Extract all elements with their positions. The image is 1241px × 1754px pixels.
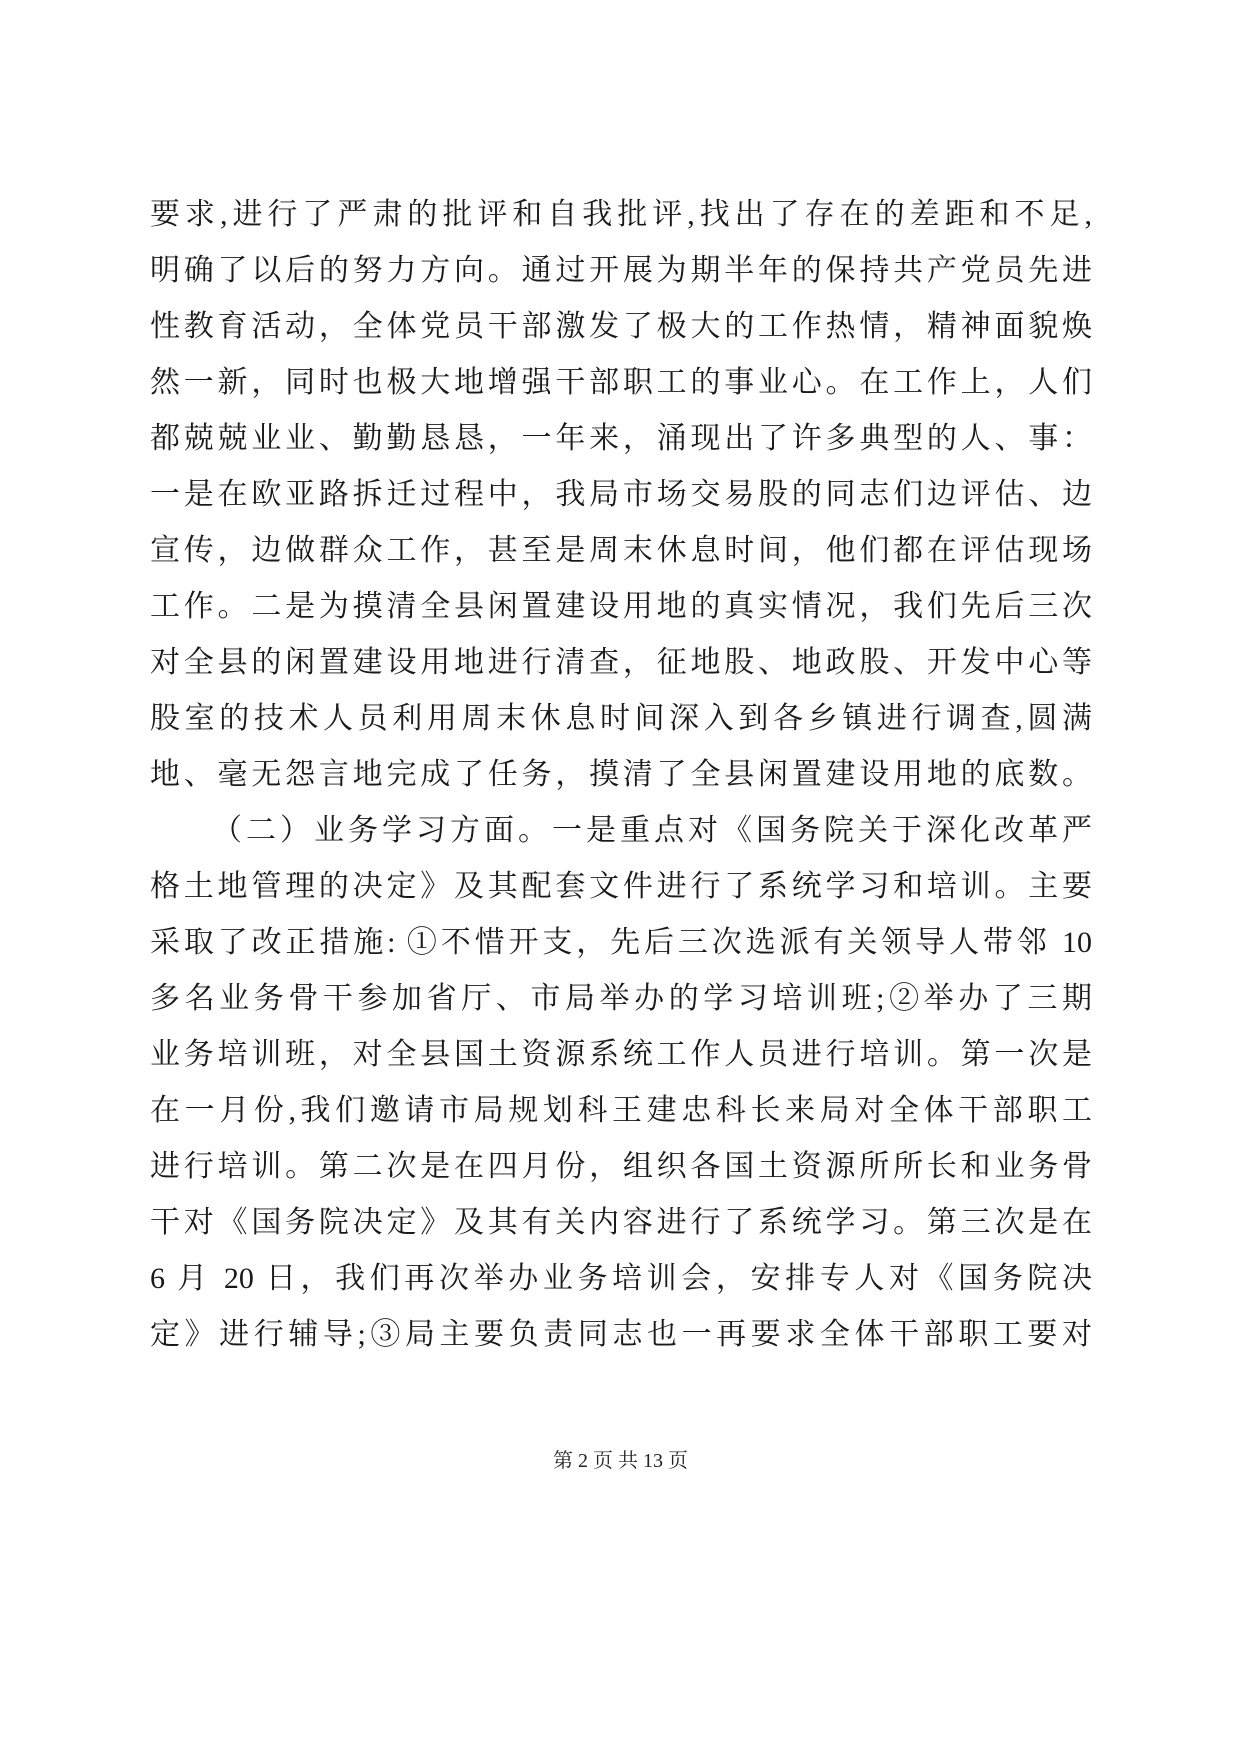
text-line: 要求,进行了严肃的批评和自我批评,找出了存在的差距和不足, — [150, 198, 1092, 231]
text-line: 地、毫无怨言地完成了任务，摸清了全县闲置建设用地的底数。 — [150, 758, 1092, 791]
text-line: 定》进行辅导;③局主要负责同志也一再要求全体干部职工要对 — [150, 1318, 1092, 1351]
paragraph-1 — [150, 187, 1092, 803]
text-line: 宣传，边做群众工作，甚至是周末休息时间，他们都在评估现场 — [150, 534, 1092, 567]
text-line: 干对《国务院决定》及其有关内容进行了系统学习。第三次是在 — [150, 1206, 1092, 1239]
text-line: 一是在欧亚路拆迁过程中，我局市场交易股的同志们边评估、边 — [150, 478, 1092, 511]
text-line: 然一新，同时也极大地增强干部职工的事业心。在工作上，人们 — [150, 366, 1092, 399]
text-line: 格土地管理的决定》及其配套文件进行了系统学习和培训。主要 — [150, 870, 1092, 903]
text-line: 明确了以后的努力方向。通过开展为期半年的保持共产党员先进 — [150, 254, 1092, 287]
text-line: 股室的技术人员利用周末休息时间深入到各乡镇进行调查,圆满 — [150, 702, 1092, 735]
text-line: 工作。二是为摸清全县闲置建设用地的真实情况，我们先后三次 — [150, 590, 1092, 623]
text-line: 6 月 20 日，我们再次举办业务培训会，安排专人对《国务院决 — [150, 1262, 1092, 1295]
text-line: （二）业务学习方面。一是重点对《国务院关于深化改革严 — [212, 814, 1092, 847]
text-line: 在一月份,我们邀请市局规划科王建忠科长来局对全体干部职工 — [150, 1094, 1092, 1127]
text-line: 都兢兢业业、勤勤恳恳，一年来，涌现出了许多典型的人、事： — [150, 422, 1092, 455]
text-line: 对全县的闲置建设用地进行清查，征地股、地政股、开发中心等 — [150, 646, 1092, 679]
text-line: 性教育活动，全体党员干部激发了极大的工作热情，精神面貌焕 — [150, 310, 1092, 343]
document-body — [150, 187, 1092, 1363]
text-line: 进行培训。第二次是在四月份，组织各国土资源所所长和业务骨 — [150, 1150, 1092, 1183]
page-number-footer: 第 2 页 共 13 页 — [553, 1450, 688, 1472]
text-line: 业务培训班，对全县国土资源系统工作人员进行培训。第一次是 — [150, 1038, 1092, 1071]
text-line: 采取了改正措施: ①不惜开支，先后三次选派有关领导人带邻 10 — [150, 926, 1092, 959]
text-line: 多名业务骨干参加省厅、市局举办的学习培训班;②举办了三期 — [150, 982, 1092, 1015]
paragraph-2 — [150, 803, 1092, 1363]
